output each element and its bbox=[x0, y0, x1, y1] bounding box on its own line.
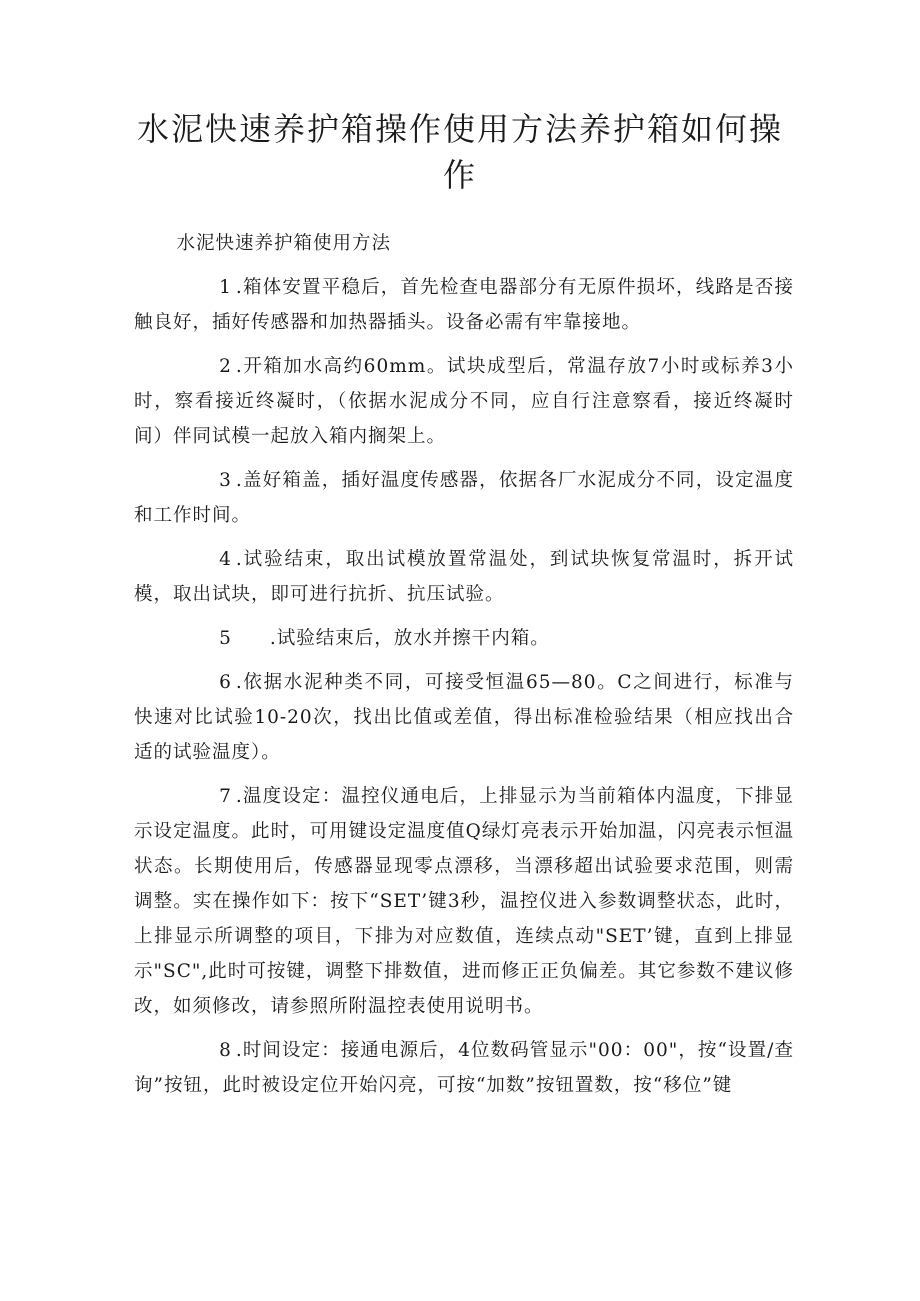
paragraph-number: 2 bbox=[219, 356, 232, 377]
paragraph-1 bbox=[134, 270, 794, 340]
paragraph-text: .箱体安置平稳后，首先检查电器部分有无原件损坏，线路是否接触良好，插好传感器和加热器插头。设备必需有牢靠接地。 bbox=[134, 277, 794, 333]
paragraph-number: 4 bbox=[219, 549, 232, 570]
paragraph-text: .开箱加水高约60mm。试块成型后，常温存放7小时或标养3小时，察看接近终凝时，（依据水泥成分不同，应自行注意察看，接近终凝时间）伴同试模一起放入箱内搁架上。 bbox=[134, 356, 794, 447]
paragraph-number: 3 bbox=[219, 470, 232, 491]
document-title: 水泥快速养护箱操作使用方法养护箱如何操作 bbox=[136, 110, 783, 194]
section-subtitle: 水泥快速养护箱使用方法 bbox=[176, 233, 392, 254]
document-body bbox=[134, 226, 794, 1112]
paragraph-text: .试验结束后，放水并擦干内箱。 bbox=[269, 628, 550, 649]
paragraph-5 bbox=[134, 621, 794, 656]
paragraph-2 bbox=[134, 349, 794, 454]
paragraph-8 bbox=[134, 1033, 794, 1103]
paragraph-text: .盖好箱盖，插好温度传感器，依据各厂水泥成分不同，设定温度和工作时间。 bbox=[134, 470, 794, 526]
paragraph-number: 8 bbox=[219, 1040, 232, 1061]
paragraph-number: 7 bbox=[219, 786, 232, 807]
paragraph-7 bbox=[134, 779, 794, 1024]
paragraph-text: .温度设定：温控仪通电后，上排显示为当前箱体内温度，下排显示设定温度。此时，可用键设定温度值Q绿灯亮表示开始加温，闪亮表示恒温状态。长期使用后，传感器显现零点漂移，当漂移超出试验要求范围，则需调整。实在操作如下：按下“SET’键3秒，温控仪进入参数调整状态，此时，上排显示所调整的项目，下排为对应数值，连续点动"SET’键，直到上排显示"SC",此时可按键，调整下排数值，进而修正正负偏差。其它参数不建议修改，如须修改，请参照所附温控表使用说明书。 bbox=[134, 786, 794, 1017]
paragraph-text: .试验结束，取出试模放置常温处，到试块恢复常温时，拆开试模，取出试块，即可进行抗折、抗压试验。 bbox=[134, 549, 794, 605]
paragraph-number: 6 bbox=[219, 672, 232, 693]
paragraph-3 bbox=[134, 463, 794, 533]
paragraph-6 bbox=[134, 665, 794, 770]
paragraph-4 bbox=[134, 542, 794, 612]
paragraph-number: 1 bbox=[219, 277, 232, 298]
paragraph-text: .依据水泥种类不同，可接受恒温65—80。C之间进行，标准与快速对比试验10-20次，找出比值或差值，得出标准检验结果（相应找出合适的试验温度）。 bbox=[134, 672, 794, 763]
paragraph-number: 5 bbox=[219, 628, 232, 649]
paragraph-text: .时间设定：接通电源后，4位数码管显示"00：00"，按“设置/查询”按钮，此时被设定位开始闪亮，可按“加数”按钮置数，按“移位”键 bbox=[134, 1040, 794, 1096]
